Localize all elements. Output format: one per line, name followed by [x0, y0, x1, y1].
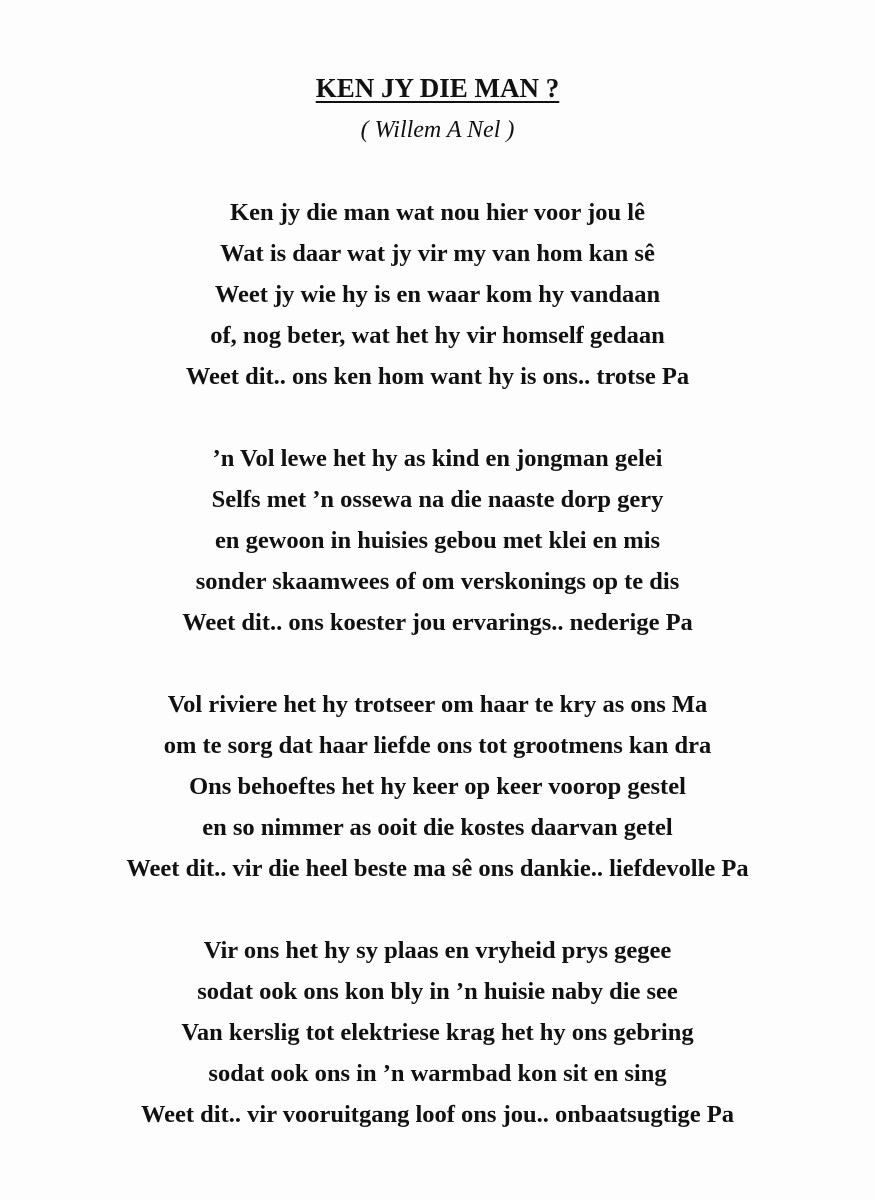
- poem-line: Weet dit.. ons ken hom want hy is ons.. trotse Pa: [185, 363, 690, 390]
- poem-line: Vir ons het hy sy plaas en vryheid prys gegee: [203, 937, 672, 964]
- poem-line: of, nog beter, wat het hy vir homself gedaan: [210, 322, 665, 349]
- poem-line: Van kerslig tot elektriese krag het hy ons gebring: [181, 1019, 694, 1046]
- poem-line: Weet dit.. ons koester jou ervarings.. nederige Pa: [182, 609, 693, 636]
- poem-line: sonder skaamwees of om verskonings op te dis: [195, 568, 680, 595]
- poem-line: Selfs met ’n ossewa na die naaste dorp gery: [211, 486, 664, 513]
- stanza-1: [0, 192, 875, 397]
- poem-line: ’n Vol lewe het hy as kind en jongman gelei: [212, 445, 663, 472]
- poem-title-text: KEN JY DIE MAN ?: [315, 73, 560, 103]
- poem-title: [0, 72, 875, 104]
- poem-line: Ken jy die man wat nou hier voor jou lê: [230, 199, 645, 226]
- poem-line: Ons behoeftes het hy keer op keer voorop gestel: [189, 773, 686, 800]
- poem-line: en gewoon in huisies gebou met klei en mis: [214, 527, 661, 554]
- poem-line: en so nimmer as ooit die kostes daarvan getel: [202, 814, 673, 841]
- stanza-3: [0, 684, 875, 889]
- poem-line: sodat ook ons in ’n warmbad kon sit en sing: [208, 1060, 667, 1087]
- stanza-4: [0, 930, 875, 1135]
- stanza-2: [0, 438, 875, 643]
- poem-line: sodat ook ons kon bly in ’n huisie naby die see: [197, 978, 678, 1005]
- poem-line: om te sorg dat haar liefde ons tot grootmens kan dra: [163, 732, 712, 759]
- poem-line: Wat is daar wat jy vir my van hom kan sê: [220, 240, 655, 267]
- poem-line: Weet jy wie hy is en waar kom hy vandaan: [214, 281, 661, 308]
- poem-author: ( Willem A Nel ): [360, 117, 515, 143]
- poem-line: Weet dit.. vir die heel beste ma sê ons dankie.. liefdevolle Pa: [126, 855, 749, 882]
- poem-line: Vol riviere het hy trotseer om haar te kry as ons Ma: [167, 691, 708, 718]
- poem-line: Weet dit.. vir vooruitgang loof ons jou.. onbaatsugtige Pa: [140, 1101, 734, 1128]
